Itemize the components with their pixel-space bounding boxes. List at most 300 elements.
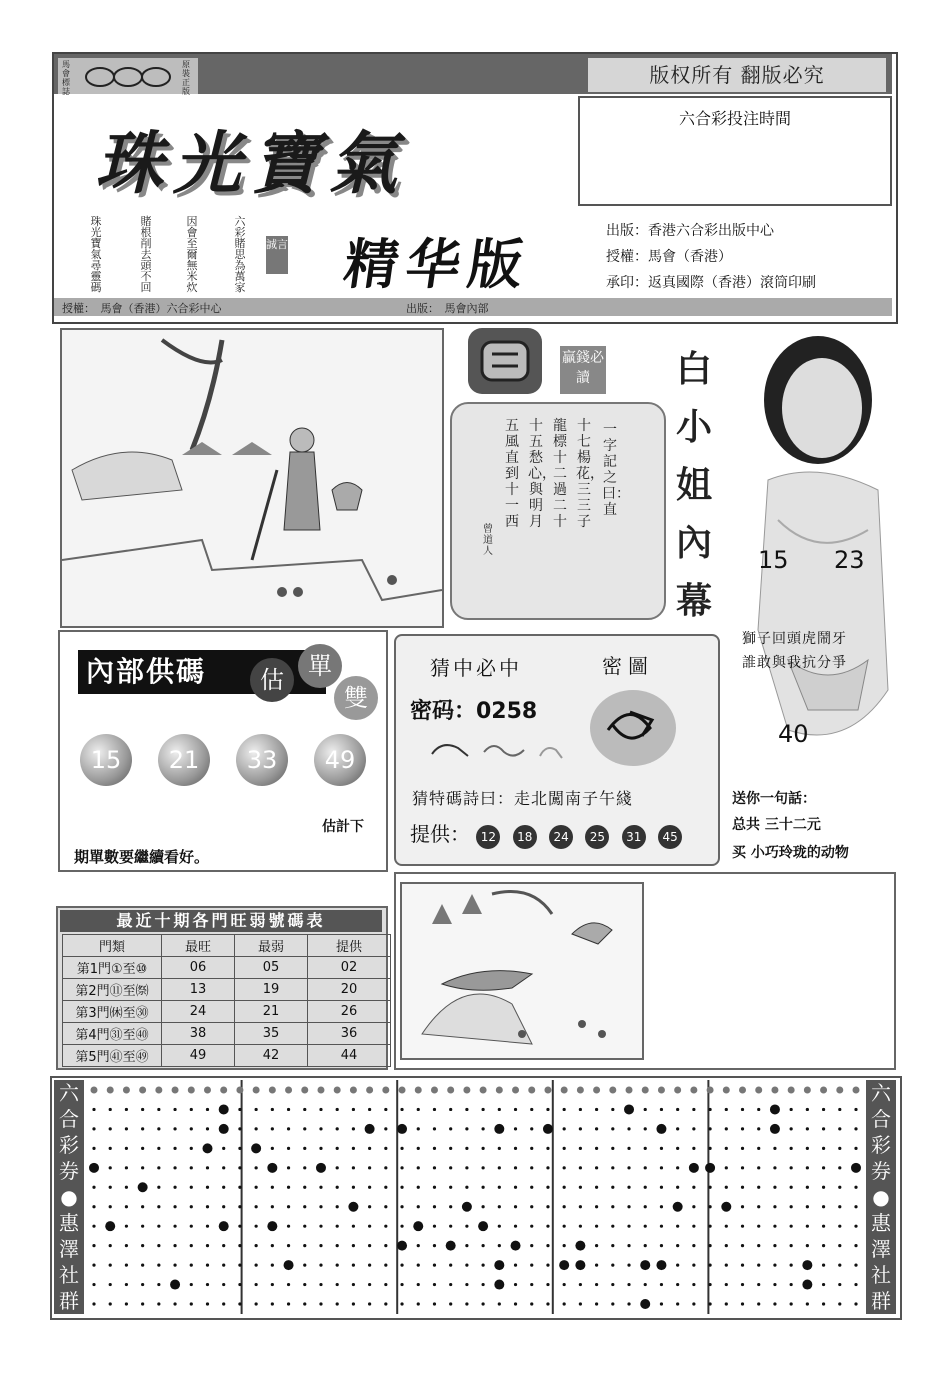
ticket-dot	[561, 1087, 568, 1094]
ticket-dot	[644, 1283, 647, 1286]
ticket-dot	[790, 1108, 793, 1111]
ticket-dot	[417, 1127, 420, 1130]
ticket-dot	[854, 1186, 857, 1189]
ticket-dot	[352, 1283, 355, 1286]
ticket-dot	[854, 1263, 857, 1266]
ticket-dot	[107, 1087, 114, 1094]
ticket-dot	[336, 1225, 339, 1228]
ticket-dot	[546, 1225, 549, 1228]
ticket-dot	[157, 1127, 160, 1130]
scroll-author: 曾道人	[483, 524, 493, 557]
hkjc-logo	[58, 58, 198, 94]
single-badge: 單	[298, 644, 342, 688]
ticket-dot	[806, 1127, 809, 1130]
ticket-dot	[238, 1108, 241, 1111]
ticket-dot	[854, 1283, 857, 1286]
ticket-dot	[741, 1244, 744, 1247]
ticket-dot	[757, 1263, 760, 1266]
ticket-dot	[546, 1205, 549, 1208]
ticket-dot	[595, 1127, 598, 1130]
ticket-dot	[222, 1244, 225, 1247]
ticket-dot	[109, 1283, 112, 1286]
table-cell: 第2門⑪至㉀	[63, 979, 162, 1001]
table-row	[63, 1001, 391, 1023]
ticket-mark	[851, 1163, 861, 1173]
ticket-mark	[640, 1299, 650, 1309]
ticket-dot	[206, 1108, 209, 1111]
ticket-dot	[465, 1283, 468, 1286]
scroll-line: 十五愁心，與明月	[528, 418, 556, 530]
ticket-dot	[822, 1127, 825, 1130]
ticket-dot	[287, 1302, 290, 1305]
ticket-mark	[575, 1260, 585, 1270]
ticket-dot	[660, 1147, 663, 1150]
ticket-dot	[255, 1205, 258, 1208]
ticket-dot	[627, 1283, 630, 1286]
ticket-dot	[238, 1244, 241, 1247]
table-cell: 26	[308, 1001, 391, 1023]
ticket-mark	[511, 1241, 521, 1251]
ticket-dot	[790, 1302, 793, 1305]
ticket-dot	[530, 1283, 533, 1286]
ticket-dot	[595, 1244, 598, 1247]
provide-number: 12	[476, 825, 500, 849]
ticket-dot	[384, 1147, 387, 1150]
ticket-dot	[269, 1087, 276, 1094]
table-cell: 第1門①至⑩	[63, 957, 162, 979]
ticket-mark	[105, 1221, 115, 1231]
ticket-dot	[465, 1127, 468, 1130]
ticket-mark	[219, 1221, 229, 1231]
ticket-dot	[757, 1108, 760, 1111]
ticket-dot	[741, 1108, 744, 1111]
ticket-dot	[384, 1263, 387, 1266]
ticket-dot	[238, 1166, 241, 1169]
internal-code-title: 內部供碼	[78, 650, 326, 694]
ticket-dot	[206, 1166, 209, 1169]
ticket-dot	[319, 1283, 322, 1286]
ticket-dot	[433, 1244, 436, 1247]
miss-bai-title: 白小姐內幕	[675, 348, 712, 622]
ticket-dot	[595, 1205, 598, 1208]
ticket-dot	[660, 1302, 663, 1305]
ticket-dot	[433, 1108, 436, 1111]
ticket-dot	[157, 1205, 160, 1208]
ticket-dot	[92, 1225, 95, 1228]
ticket-dot	[449, 1225, 452, 1228]
ticket-dot	[336, 1186, 339, 1189]
ticket-dot	[708, 1205, 711, 1208]
ticket-mark	[494, 1260, 504, 1270]
ticket-dot	[271, 1244, 274, 1247]
ticket-dot	[236, 1087, 243, 1094]
ticket-dot	[303, 1127, 306, 1130]
ticket-dot	[627, 1225, 630, 1228]
ticket-dot	[190, 1244, 193, 1247]
ticket-dot	[303, 1108, 306, 1111]
internal-ball: 21	[158, 734, 210, 786]
ticket-dot	[806, 1302, 809, 1305]
ticket-dot	[708, 1263, 711, 1266]
ticket-dot	[463, 1087, 470, 1094]
ticket-dot	[157, 1263, 160, 1266]
ticket-dot	[609, 1087, 616, 1094]
ticket-dot	[806, 1244, 809, 1247]
ticket-mark	[89, 1163, 99, 1173]
ticket-dot	[255, 1127, 258, 1130]
ticket-dot	[222, 1147, 225, 1150]
ticket-dot	[417, 1186, 420, 1189]
ticket-dot	[271, 1108, 274, 1111]
ticket-dot	[336, 1302, 339, 1305]
ticket-dot	[514, 1205, 517, 1208]
ticket-dot	[563, 1186, 566, 1189]
ticket-dot	[368, 1263, 371, 1266]
ticket-dot	[546, 1263, 549, 1266]
ticket-mark	[543, 1124, 553, 1134]
ticket-dot	[352, 1127, 355, 1130]
ticket-dot	[433, 1283, 436, 1286]
ticket-dot	[723, 1087, 730, 1094]
motto-column: 因會至爾無米炊	[186, 215, 198, 294]
ticket-dot	[368, 1108, 371, 1111]
ticket-dot	[530, 1205, 533, 1208]
ticket-dot	[838, 1205, 841, 1208]
ticket-dot	[141, 1166, 144, 1169]
ticket-dot	[563, 1108, 566, 1111]
ticket-dot	[498, 1244, 501, 1247]
ticket-dot	[514, 1166, 517, 1169]
ticket-mark	[624, 1104, 634, 1114]
ticket-dot	[384, 1283, 387, 1286]
ticket-dot	[190, 1108, 193, 1111]
ticket-dot	[125, 1283, 128, 1286]
ticket-dot	[854, 1244, 857, 1247]
ticket-dot	[708, 1108, 711, 1111]
ticket-dot	[287, 1127, 290, 1130]
ticket-dot	[400, 1108, 403, 1111]
ticket-mark	[365, 1124, 375, 1134]
ticket-dot	[708, 1186, 711, 1189]
ticket-dot	[692, 1127, 695, 1130]
ticket-dot	[627, 1244, 630, 1247]
ticket-dot	[433, 1225, 436, 1228]
ticket-dot	[725, 1244, 728, 1247]
ticket-dot	[771, 1087, 778, 1094]
ticket-dot	[660, 1108, 663, 1111]
ticket-dot	[319, 1263, 322, 1266]
ticket-dot	[303, 1225, 306, 1228]
ticket-dot	[595, 1147, 598, 1150]
ticket-dot	[644, 1205, 647, 1208]
table-cell: 13	[162, 979, 235, 1001]
ticket-dot	[514, 1302, 517, 1305]
ticket-dot	[514, 1283, 517, 1286]
ticket-mark	[656, 1124, 666, 1134]
ticket-dot	[626, 1087, 633, 1094]
ticket-dot	[642, 1087, 649, 1094]
table-cell: 第3門㉁至㉚	[63, 1001, 162, 1023]
ticket-dot	[838, 1263, 841, 1266]
ticket-mark	[413, 1221, 423, 1231]
ticket-dot	[773, 1225, 776, 1228]
ticket-dot	[514, 1147, 517, 1150]
ticket-dot	[190, 1127, 193, 1130]
ticket-dot	[384, 1127, 387, 1130]
ticket-dot	[530, 1186, 533, 1189]
ticket-dot	[563, 1225, 566, 1228]
motto-column: 六彩賭思為萬家	[234, 215, 246, 294]
ticket-dot	[287, 1147, 290, 1150]
ticket-dot	[157, 1186, 160, 1189]
ticket-dot	[676, 1283, 679, 1286]
ticket-dot	[692, 1147, 695, 1150]
ticket-dot	[690, 1087, 697, 1094]
ticket-dot	[157, 1283, 160, 1286]
ticket-dot	[530, 1166, 533, 1169]
tip-total: 总共 三十二元	[732, 817, 821, 833]
ticket-dot	[206, 1186, 209, 1189]
ticket-dot	[790, 1263, 793, 1266]
ticket-dot	[109, 1127, 112, 1130]
ticket-dot	[611, 1225, 614, 1228]
ticket-dot	[317, 1087, 324, 1094]
ticket-dot	[125, 1205, 128, 1208]
ticket-dot	[465, 1147, 468, 1150]
ticket-dot	[92, 1108, 95, 1111]
ticket-dot	[757, 1186, 760, 1189]
ticket-dot	[400, 1225, 403, 1228]
ticket-dot	[352, 1225, 355, 1228]
table-cell: 05	[235, 957, 308, 979]
ticket-dot	[498, 1225, 501, 1228]
ticket-dot	[173, 1205, 176, 1208]
ticket-mark	[673, 1202, 683, 1212]
ticket-dot	[206, 1127, 209, 1130]
ticket-dot	[644, 1147, 647, 1150]
ticket-dot	[741, 1263, 744, 1266]
ticket-dot	[417, 1147, 420, 1150]
ticket-mark	[170, 1280, 180, 1290]
ticket-dot	[482, 1283, 485, 1286]
ticket-dot	[417, 1302, 420, 1305]
ticket-dot	[92, 1186, 95, 1189]
ticket-dot	[109, 1205, 112, 1208]
ticket-dot	[676, 1244, 679, 1247]
ticket-dot	[838, 1127, 841, 1130]
ticket-dot	[190, 1283, 193, 1286]
ticket-dot	[222, 1186, 225, 1189]
ticket-dot	[757, 1127, 760, 1130]
ticket-dot	[773, 1263, 776, 1266]
ticket-dot	[838, 1225, 841, 1228]
ticket-dot	[773, 1147, 776, 1150]
ticket-dot	[838, 1244, 841, 1247]
ticket-dot	[757, 1205, 760, 1208]
ticket-dot	[352, 1186, 355, 1189]
ticket-dot	[563, 1127, 566, 1130]
ticket-dot	[336, 1127, 339, 1130]
ticket-dot	[109, 1147, 112, 1150]
copyright-banner: 版权所有 翻版必究	[588, 58, 886, 92]
ticket-dot	[546, 1244, 549, 1247]
ticket-dot	[465, 1244, 468, 1247]
bet-time-box	[578, 96, 892, 206]
ticket-dot	[757, 1302, 760, 1305]
ticket-dot	[757, 1147, 760, 1150]
ticket-dot	[838, 1283, 841, 1286]
ticket-dot	[498, 1186, 501, 1189]
ticket-dot	[92, 1263, 95, 1266]
ticket-dot	[854, 1108, 857, 1111]
ticket-dot	[447, 1087, 454, 1094]
logo-emblem-icon	[80, 64, 176, 90]
provide-number: 45	[658, 825, 682, 849]
ticket-dot	[303, 1283, 306, 1286]
guess-title: 猜中必中	[430, 656, 522, 680]
header-footer-bar	[54, 298, 892, 316]
ticket-dot	[611, 1244, 614, 1247]
ticket-dot	[368, 1166, 371, 1169]
ticket-dot	[301, 1087, 308, 1094]
ticket-dot	[708, 1225, 711, 1228]
ticket-dot	[595, 1263, 598, 1266]
ticket-dot	[530, 1225, 533, 1228]
ticket-dot	[838, 1147, 841, 1150]
ticket-dot	[676, 1263, 679, 1266]
ticket-dot	[836, 1087, 843, 1094]
ticket-dot	[238, 1186, 241, 1189]
ticket-dot	[400, 1147, 403, 1150]
ticket-dot	[804, 1087, 811, 1094]
ticket-dot	[336, 1205, 339, 1208]
ticket-dot	[271, 1205, 274, 1208]
ticket-dot	[611, 1205, 614, 1208]
ticket-dot	[788, 1087, 795, 1094]
ticket-dot	[417, 1205, 420, 1208]
ticket-dot	[725, 1186, 728, 1189]
ticket-dot	[109, 1302, 112, 1305]
ticket-dot	[674, 1087, 681, 1094]
ticket-dot	[725, 1225, 728, 1228]
ticket-dot	[544, 1087, 551, 1094]
ticket-dot	[579, 1205, 582, 1208]
ticket-dot	[854, 1205, 857, 1208]
ticket-dot	[530, 1263, 533, 1266]
ticket-dot	[271, 1147, 274, 1150]
lottery-right-label: 六合彩券●惠澤社群	[866, 1080, 896, 1314]
bird-illustration	[400, 882, 644, 1060]
ticket-dot	[725, 1127, 728, 1130]
fist-icon	[468, 328, 542, 394]
ticket-mark	[478, 1221, 488, 1231]
ticket-dot	[773, 1244, 776, 1247]
ticket-dot	[173, 1302, 176, 1305]
ticket-dot	[692, 1283, 695, 1286]
ticket-dot	[92, 1283, 95, 1286]
ticket-dot	[790, 1205, 793, 1208]
ticket-dot	[157, 1302, 160, 1305]
ticket-dot	[449, 1186, 452, 1189]
ticket-dot	[173, 1127, 176, 1130]
ticket-dot	[563, 1166, 566, 1169]
ticket-dot	[644, 1244, 647, 1247]
ticket-mark	[267, 1221, 277, 1231]
ticket-dot	[109, 1166, 112, 1169]
ticket-dot	[465, 1225, 468, 1228]
provide-number: 24	[549, 825, 573, 849]
ticket-mark	[656, 1260, 666, 1270]
ticket-dot	[627, 1166, 630, 1169]
ticket-dot	[141, 1244, 144, 1247]
ticket-dot	[384, 1302, 387, 1305]
ticket-dot	[206, 1302, 209, 1305]
ticket-dot	[157, 1225, 160, 1228]
ticket-dot	[352, 1263, 355, 1266]
ticket-dot	[611, 1263, 614, 1266]
ticket-dot	[708, 1127, 711, 1130]
ticket-dot	[255, 1283, 258, 1286]
ticket-dot	[660, 1225, 663, 1228]
ticket-dot	[400, 1205, 403, 1208]
ticket-dot	[822, 1263, 825, 1266]
ticket-dot	[449, 1127, 452, 1130]
ticket-dot	[838, 1302, 841, 1305]
ticket-dot	[157, 1244, 160, 1247]
ticket-mark	[397, 1241, 407, 1251]
provide-label: 提供：	[410, 822, 470, 846]
ticket-dot	[368, 1283, 371, 1286]
ticket-dot	[172, 1087, 179, 1094]
ticket-dot	[773, 1283, 776, 1286]
ticket-dot	[173, 1225, 176, 1228]
ticket-dot	[838, 1108, 841, 1111]
ticket-dot	[238, 1225, 241, 1228]
table-row	[63, 957, 391, 979]
ticket-dot	[336, 1108, 339, 1111]
ticket-dot	[741, 1225, 744, 1228]
ticket-dot	[449, 1166, 452, 1169]
ticket-dot	[173, 1147, 176, 1150]
bet-time-title: 六合彩投注時間	[678, 109, 791, 128]
ticket-dot	[125, 1186, 128, 1189]
ticket-dot	[285, 1087, 292, 1094]
riddle-number: 15	[758, 546, 789, 574]
ticket-dot	[384, 1205, 387, 1208]
ticket-mark	[494, 1280, 504, 1290]
ticket-dot	[303, 1263, 306, 1266]
ticket-dot	[822, 1244, 825, 1247]
ticket-dot	[433, 1127, 436, 1130]
ticket-dot	[546, 1186, 549, 1189]
ticket-dot	[449, 1147, 452, 1150]
ticket-mark	[251, 1143, 261, 1153]
ticket-dot	[190, 1302, 193, 1305]
ticket-dot	[92, 1127, 95, 1130]
ticket-dot	[741, 1302, 744, 1305]
provide-number: 25	[585, 825, 609, 849]
ticket-dot	[319, 1205, 322, 1208]
ticket-dot	[336, 1263, 339, 1266]
ticket-dot	[854, 1147, 857, 1150]
riddle-poem-line: 獅子回頭虎鬧牙	[742, 631, 847, 647]
ticket-dot	[530, 1244, 533, 1247]
ticket-mark	[462, 1202, 472, 1212]
table-header: 門類	[63, 935, 162, 957]
ticket-dot	[595, 1166, 598, 1169]
ticket-dot	[465, 1108, 468, 1111]
ticket-dot	[660, 1186, 663, 1189]
